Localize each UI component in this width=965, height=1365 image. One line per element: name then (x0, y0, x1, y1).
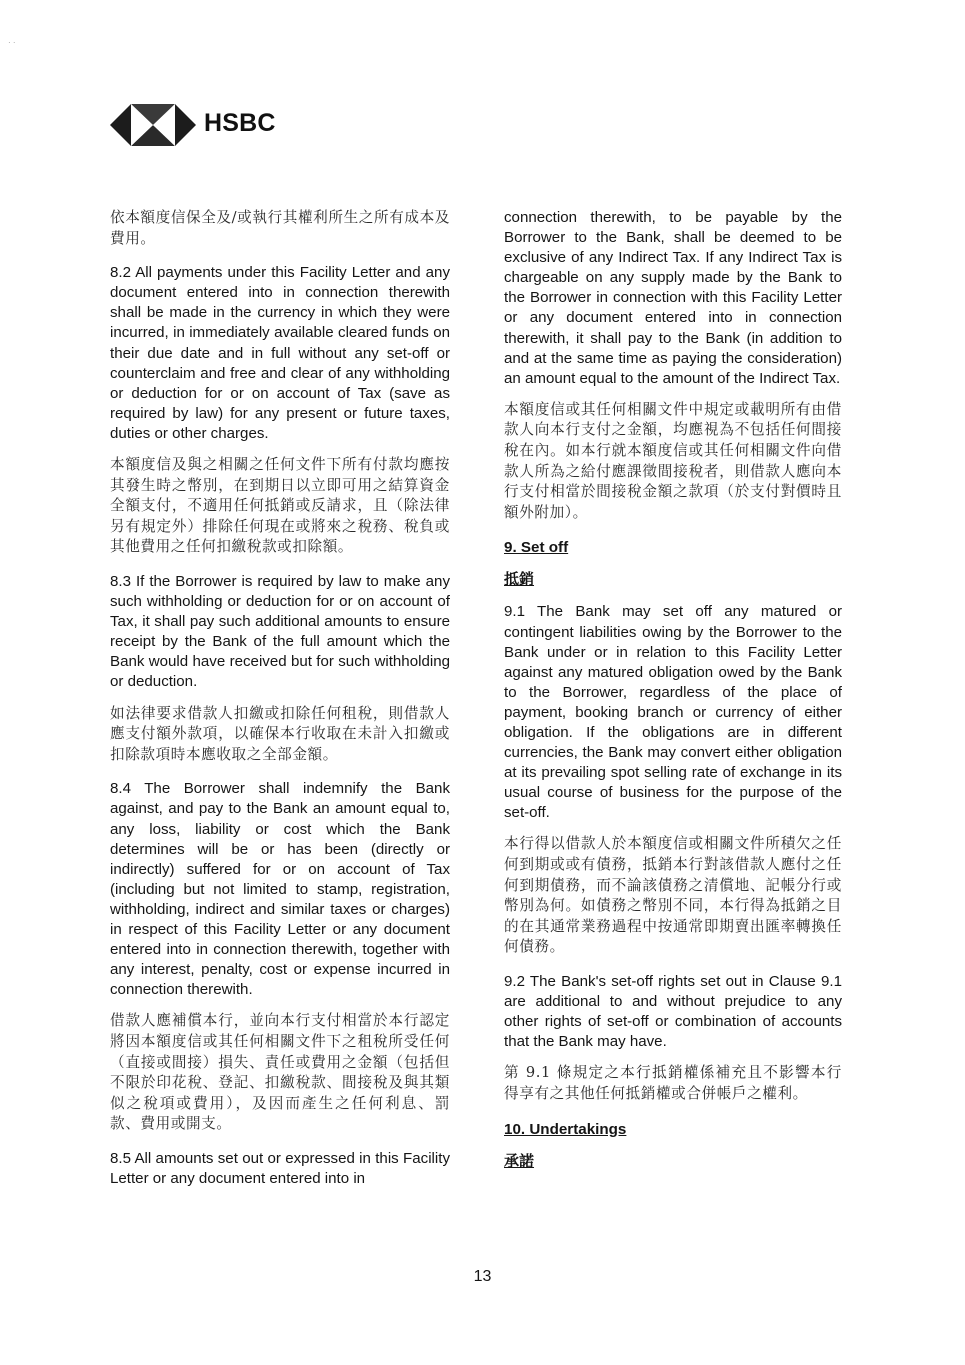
paragraph-8-2: 8.2 All payments under this Facility Letter and any document entered into in connection therewith shall be made in the currency in which they were incurred, in immediately available cleared funds on their due date and in full without any set-off or counterclaim and free and clear of any withholding or deduction for or on account of Tax (save as required by law) for any present or future taxes, duties or other charges. (110, 264, 450, 442)
paragraph-8-5-zh: 本額度信或其任何相關文件中規定或載明所有由借款人向本行支付之金額，均應視為不包括任何間接稅在內。如本行就本額度信或其任何相關文件向借款人所為之給付應課徵間接稅者，則借款人應向本行支付相當於間接稅金額之款項（於支付對價時且額外附加）。 (504, 400, 842, 521)
paragraph-8-4-zh: 借款人應補償本行，並向本行支付相當於本行認定將因本額度信或其任何相關文件下之租稅所受任何（直接或間接）損失、責任或費用之金額（包括但不限於印花稅、登記、扣繳稅款、間接稅及與其類似之稅項或費用），及因而產生之任何利息、罰款、費用或開支。 (110, 1012, 450, 1133)
right-column (504, 208, 842, 1184)
section-9-title: 9. Set off (504, 539, 569, 557)
paragraph-9-1: 9.1 The Bank may set off any matured or contingent liabilities owing by the Borrower to the Bank under or in relation to this Facility Letter against any matured obligation owed by the Bank to the Borrower, regardless of the place of payment, booking branch or currency of either obligation. If the obligations are in different currencies, the Bank may convert either obligation at its prevailing spot selling rate of exchange in its usual course of business for the purpose of the set-off. (504, 603, 842, 822)
paragraph-8-4: 8.4 The Borrower shall indemnify the Bank against, and pay to the Bank an amount equal to, any loss, liability or cost which the Bank determines will be or has been (directly or indirectly) suffered for or on account of Tax (including but not limited to stamp, registration, withholding, indirect and similar taxes or charges) in respect of this Facility Letter or any document entered into in connection therewith, together with any interest, penalty, cost or expense incurred in connection therewith. (110, 780, 450, 999)
paragraph-8-1-tail-zh: 依本額度信保全及/或執行其權利所生之所有成本及費用。 (110, 209, 450, 247)
hsbc-logo (110, 97, 310, 157)
paragraph-8-3-zh: 如法律要求借款人扣繳或扣除任何租稅，則借款人應支付額外款項，以確保本行收取在未計入扣繳或扣除款項時本應收取之全部金額。 (110, 704, 450, 763)
paragraph-8-5-cont: connection therewith, to be payable by the Borrower to the Bank, shall be deemed to be exclusive of any Indirect Tax. If any Indirect Tax is chargeable on any supply made by the Bank to the Borrower in connection with this Facility Letter or any document entered into in connection therewith, it shall pay to the Bank (in addition to and at the same time as paying the consideration) an amount equal to the amount of the Indirect Tax. (504, 209, 842, 387)
left-column (110, 208, 450, 1200)
page-number: 13 (473, 1268, 492, 1285)
paragraph-8-3: 8.3 If the Borrower is required by law to make any such withholding or deduction for or on account of Tax, it shall pay such additional amounts to ensure receipt by the Bank of the full amount which the Bank would have received but for such withholding or deduction. (110, 573, 450, 691)
scan-mark: · · (8, 38, 16, 47)
section-9-title-zh: 抵銷 (504, 570, 535, 589)
paragraph-8-5-start: 8.5 All amounts set out or expressed in this Facility Letter or any document entered into in (110, 1149, 450, 1188)
paragraph-9-2-zh: 第 9.1 條規定之本行抵銷權係補充且不影響本行得享有之其他任何抵銷權或合併帳戶之權利。 (504, 1064, 842, 1102)
section-10-title: 10. Undertakings (504, 1120, 627, 1138)
brand-name: HSBC (204, 109, 276, 137)
paragraph-9-1-zh: 本行得以借款人於本額度信或相關文件所積欠之任何到期或或有債務，抵銷本行對該借款人應付之任何到期債務，而不論該債務之清償地、記帳分行或幣別為何。如債務之幣別不同，本行得為抵銷之目的在其通常業務過程中按通常即期賣出匯率轉換任何債務。 (504, 835, 842, 956)
section-10-title-zh: 承諾 (504, 1151, 535, 1170)
paragraph-8-2-zh: 本額度信及與之相關之任何文件下所有付款均應按其發生時之幣別，在到期日以立即可用之結算資金全額支付，不適用任何抵銷或反請求，且（除法律另有規定外）排除任何現在或將來之稅務、稅負或其他費用之任何扣繳稅款或扣除額。 (110, 456, 450, 556)
paragraph-9-2: 9.2 The Bank's set-off rights set out in Clause 9.1 are additional to and without prejudice to any other rights of set-off or combination of accounts that the Bank may have. (504, 973, 842, 1051)
hsbc-hexagon-icon (110, 97, 196, 153)
